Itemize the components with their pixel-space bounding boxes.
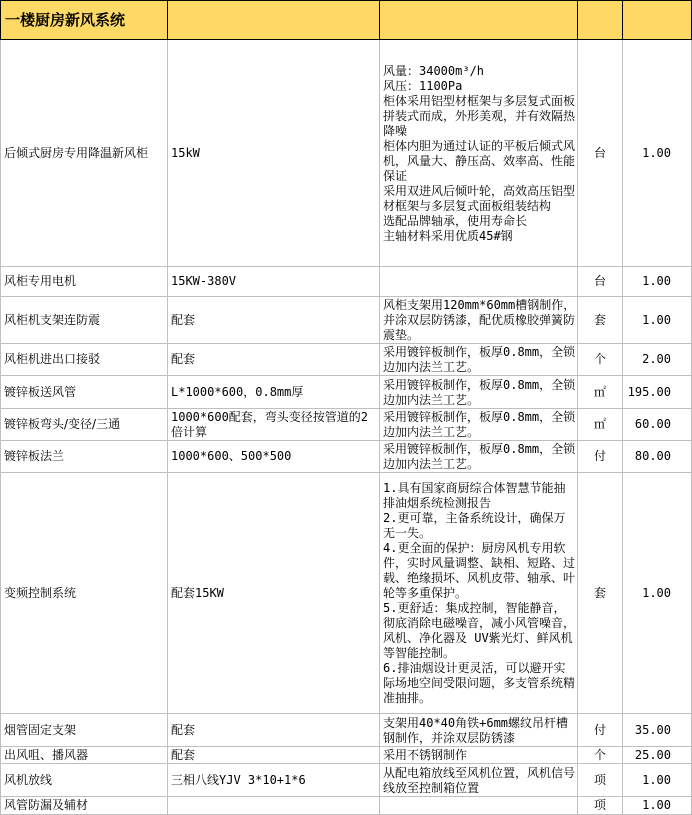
item-spec-cell[interactable]: 配套15KW xyxy=(168,473,380,714)
item-name-cell[interactable]: 镀锌板送风管 xyxy=(1,376,168,409)
item-name-cell[interactable]: 风柜专用电机 xyxy=(1,267,168,297)
desc-line: 柜体采用铝型材框架与多层复式面板拼装式而成，外形美观，并有效隔热降噪 xyxy=(383,93,576,138)
item-name-cell[interactable]: 镀锌板法兰 xyxy=(1,441,168,473)
header-cell-spec[interactable] xyxy=(168,1,380,40)
header-row xyxy=(1,1,692,40)
desc-line: 风压：1100Pa xyxy=(383,78,463,93)
item-unit-cell[interactable]: 台 xyxy=(578,40,623,267)
table-row xyxy=(1,297,692,344)
item-unit-cell[interactable]: 项 xyxy=(578,797,623,815)
desc-line: 采用镀锌板制作，板厚0.8mm，全锁边加内法兰工艺。 xyxy=(383,377,576,407)
table-row xyxy=(1,764,692,797)
header-cell-unit[interactable] xyxy=(578,1,623,40)
item-qty-cell[interactable]: 35.00 xyxy=(623,714,692,747)
item-name-cell[interactable]: 风管防漏及辅材 xyxy=(1,797,168,815)
table-row xyxy=(1,344,692,376)
item-desc-cell[interactable] xyxy=(380,409,578,441)
item-unit-cell[interactable]: 付 xyxy=(578,714,623,747)
item-spec-cell[interactable]: 15kW xyxy=(168,40,380,267)
desc-line: 4.更全面的保护：厨房风机专用软件，实时风量调整、缺相、短路、过载、绝缘损坏、风机皮带、轴承、叶轮等多重保护。 xyxy=(383,541,576,600)
item-qty-cell[interactable]: 60.00 xyxy=(623,409,692,441)
item-spec-cell[interactable] xyxy=(168,797,380,815)
header-cell-desc[interactable] xyxy=(380,1,578,40)
table-row xyxy=(1,797,692,815)
header-cell-qty[interactable] xyxy=(623,1,692,40)
item-qty-cell[interactable]: 1.00 xyxy=(623,40,692,267)
item-unit-cell[interactable]: ㎡ xyxy=(578,376,623,409)
item-name-cell[interactable]: 烟管固定支架 xyxy=(1,714,168,747)
desc-line: 采用镀锌板制作，板厚0.8mm，全锁边加内法兰工艺。 xyxy=(383,442,576,471)
item-spec-cell[interactable]: 15KW-380V xyxy=(168,267,380,297)
desc-line: 主轴材料采用优质45#钢 xyxy=(383,228,513,243)
item-spec-cell[interactable]: L*1000*600，0.8mm厚 xyxy=(168,376,380,409)
item-unit-cell[interactable]: 项 xyxy=(578,764,623,797)
item-unit-cell[interactable]: 台 xyxy=(578,267,623,297)
item-desc-cell[interactable] xyxy=(380,747,578,764)
item-unit-cell[interactable]: ㎡ xyxy=(578,409,623,441)
item-desc-cell[interactable] xyxy=(380,376,578,409)
desc-line: 1.具有国家商厨综合体智慧节能抽排油烟系统检测报告 xyxy=(383,481,566,510)
item-qty-cell[interactable]: 1.00 xyxy=(623,797,692,815)
table-row xyxy=(1,409,692,441)
desc-line: 支架用40*40角铁+6mm螺纹吊杆槽钢制作，并涂双层防锈漆 xyxy=(383,715,569,745)
desc-line: 2.更可靠，主备系统设计，确保万无一失。 xyxy=(383,511,566,540)
item-unit-cell[interactable]: 个 xyxy=(578,344,623,376)
item-name-cell[interactable]: 后倾式厨房专用降温新风柜 xyxy=(1,40,168,267)
desc-line: 5.更舒适：集成控制，智能静音，彻底消除电磁噪音，减小风管噪音，风机、净化器及 UV紫光灯、鲜风机等智能控制。 xyxy=(383,601,576,660)
item-unit-cell[interactable]: 个 xyxy=(578,747,623,764)
item-desc-cell[interactable] xyxy=(380,441,578,473)
desc-line: 采用双进风后倾叶轮，高效高压铝型材框架与多层复式面板组装结构 xyxy=(383,183,576,213)
item-unit-cell[interactable]: 付 xyxy=(578,441,623,473)
item-name-cell[interactable]: 镀锌板弯头/变径/三通 xyxy=(1,409,168,441)
item-spec-cell[interactable]: 1000*600配套，弯头变径按管道的2倍计算 xyxy=(168,409,380,441)
desc-line: 从配电箱放线至风机位置，风机信号线放至控制箱位置 xyxy=(383,765,576,795)
item-qty-cell[interactable]: 80.00 xyxy=(623,441,692,473)
item-desc-cell[interactable] xyxy=(380,40,578,267)
item-name-cell[interactable]: 变频控制系统 xyxy=(1,473,168,714)
table-row xyxy=(1,40,692,267)
item-desc-cell[interactable] xyxy=(380,267,578,297)
item-qty-cell[interactable]: 1.00 xyxy=(623,297,692,344)
item-desc-cell[interactable] xyxy=(380,297,578,344)
table-row xyxy=(1,267,692,297)
item-qty-cell[interactable]: 2.00 xyxy=(623,344,692,376)
table-row xyxy=(1,714,692,747)
item-qty-cell[interactable]: 25.00 xyxy=(623,747,692,764)
item-desc-cell[interactable] xyxy=(380,344,578,376)
item-spec-cell[interactable]: 三相八线YJV 3*10+1*6 xyxy=(168,764,380,797)
item-spec-cell[interactable]: 配套 xyxy=(168,344,380,376)
item-desc-cell[interactable] xyxy=(380,797,578,815)
desc-line: 风量：34000m³/h xyxy=(383,63,485,78)
item-spec-cell[interactable]: 配套 xyxy=(168,714,380,747)
item-qty-cell[interactable]: 1.00 xyxy=(623,473,692,714)
item-qty-cell[interactable]: 195.00 xyxy=(623,376,692,409)
table-row xyxy=(1,441,692,473)
desc-line: 柜体内胆为通过认证的平板后倾式风机，风量大、静压高、效率高、性能保证 xyxy=(383,138,576,183)
table-row xyxy=(1,376,692,409)
item-desc-cell[interactable] xyxy=(380,473,578,714)
desc-line: 6.排油烟设计更灵活，可以避开实际场地空间受限问题，多支管系统精准抽排。 xyxy=(383,661,576,705)
item-desc-cell[interactable] xyxy=(380,714,578,747)
sheet-title[interactable]: 一楼厨房新风系统 xyxy=(1,1,168,40)
table-row xyxy=(1,747,692,764)
item-spec-cell[interactable]: 配套 xyxy=(168,297,380,344)
item-name-cell[interactable]: 风机放线 xyxy=(1,764,168,797)
item-unit-cell[interactable]: 套 xyxy=(578,473,623,714)
item-spec-cell[interactable]: 配套 xyxy=(168,747,380,764)
item-spec-cell[interactable]: 1000*600、500*500 xyxy=(168,441,380,473)
item-name-cell[interactable]: 风柜机支架连防震 xyxy=(1,297,168,344)
item-name-cell[interactable]: 出风咀、播风器 xyxy=(1,747,168,764)
desc-line: 采用镀锌板制作，板厚0.8mm，全锁边加内法兰工艺。 xyxy=(383,410,576,439)
desc-line: 选配品牌轴承，使用寿命长 xyxy=(383,213,528,228)
desc-line: 采用镀锌板制作，板厚0.8mm，全锁边加内法兰工艺。 xyxy=(383,345,576,374)
item-name-cell[interactable]: 风柜机进出口接驳 xyxy=(1,344,168,376)
item-unit-cell[interactable]: 套 xyxy=(578,297,623,344)
desc-line: 采用不锈钢制作 xyxy=(383,748,468,762)
table-row xyxy=(1,473,692,714)
desc-line: 风柜支架用120mm*60mm槽钢制作，并涂双层防锈漆，配优质橡胶弹簧防震垫。 xyxy=(383,298,576,342)
item-desc-cell[interactable] xyxy=(380,764,578,797)
item-qty-cell[interactable]: 1.00 xyxy=(623,267,692,297)
item-qty-cell[interactable]: 1.00 xyxy=(623,764,692,797)
